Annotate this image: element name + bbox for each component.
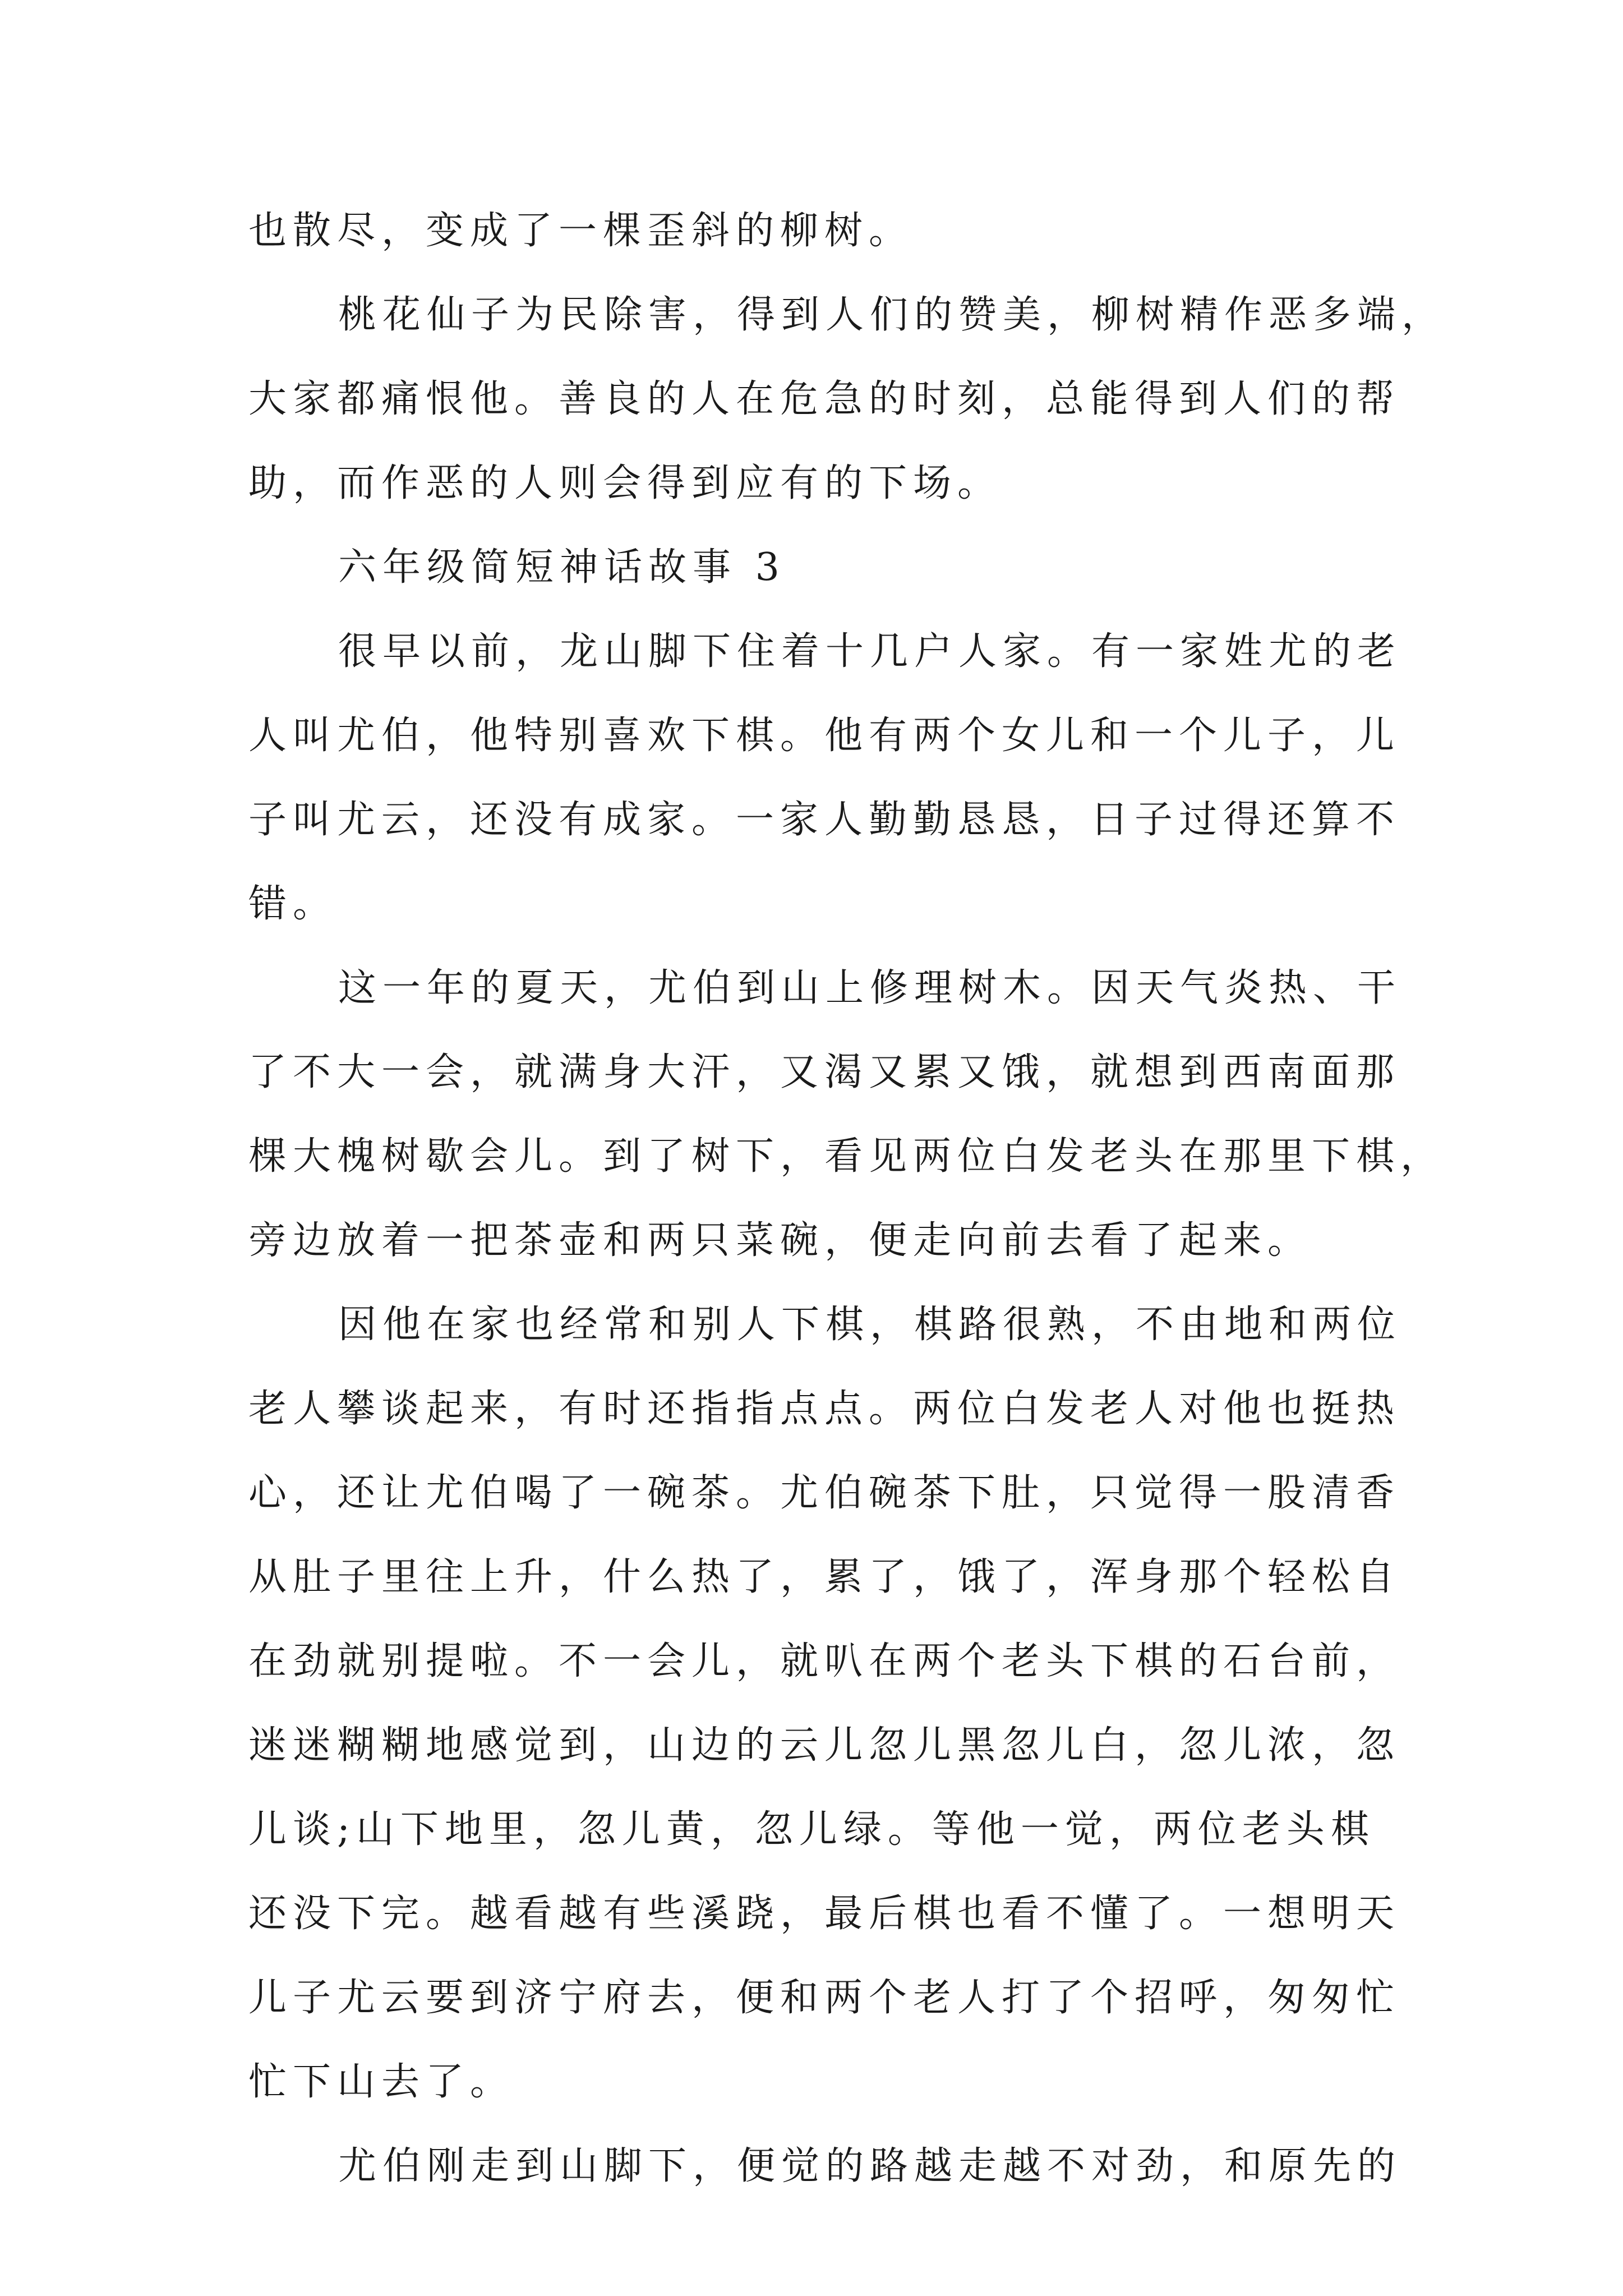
text-line: 错。 <box>248 882 338 926</box>
text-line: 子叫尤云，还没有成家。一家人勤勤恳恳，日子过得还算不 <box>248 798 1401 842</box>
text-line: 也散尽，变成了一棵歪斜的柳树。 <box>248 209 914 253</box>
text-line: 从肚子里往上升，什么热了，累了，饿了，浑身那个轻松自 <box>248 1555 1401 1599</box>
text-line: 儿谈;山下地里，忽儿黄，忽儿绿。等他一觉，两位老头棋 <box>248 1807 1375 1852</box>
text-line: 很早以前，龙山脚下住着十几户人家。有一家姓尤的老 <box>338 629 1402 674</box>
text-line: 旁边放着一把茶壶和两只菜碗，便走向前去看了起来。 <box>248 1218 1312 1263</box>
text-line: 儿子尤云要到济宁府去，便和两个老人打了个招呼，匆匆忙 <box>248 1976 1401 2020</box>
text-line: 在劲就别提啦。不一会儿，就叭在两个老头下棋的石台前， <box>248 1639 1401 1683</box>
text-line: 人叫尤伯，他特别喜欢下棋。他有两个女儿和一个儿子，儿 <box>248 714 1401 758</box>
text-line: 棵大槐树歇会儿。到了树下，看见两位白发老头在那里下棋， <box>248 1134 1445 1179</box>
text-line: 了不大一会，就满身大汗，又渴又累又饿，就想到西南面那 <box>248 1050 1401 1094</box>
text-line: 尤伯刚走到山脚下，便觉的路越走越不对劲，和原先的 <box>338 2144 1402 2188</box>
text-line: 这一年的夏天，尤伯到山上修理树木。因天气炎热、干 <box>338 966 1402 1010</box>
text-line: 忙下山去了。 <box>248 2060 515 2104</box>
text-line: 心，还让尤伯喝了一碗茶。尤伯碗茶下肚，只觉得一股清香 <box>248 1471 1401 1515</box>
text-line: 因他在家也经常和别人下棋，棋路很熟，不由地和两位 <box>338 1303 1402 1347</box>
text-line: 助，而作恶的人则会得到应有的下场。 <box>248 461 1002 505</box>
text-line: 还没下完。越看越有些溪跷，最后棋也看不懂了。一想明天 <box>248 1892 1401 1936</box>
text-line: 大家都痛恨他。善良的人在危急的时刻，总能得到人们的帮 <box>248 377 1401 421</box>
text-line: 迷迷糊糊地感觉到，山边的云儿忽儿黑忽儿白，忽儿浓，忽 <box>248 1723 1401 1768</box>
section-heading: 六年级简短神话故事 3 <box>338 545 786 590</box>
text-line: 老人攀谈起来，有时还指指点点。两位白发老人对他也挺热 <box>248 1387 1401 1431</box>
text-line: 桃花仙子为民除害，得到人们的赞美，柳树精作恶多端， <box>338 293 1446 337</box>
